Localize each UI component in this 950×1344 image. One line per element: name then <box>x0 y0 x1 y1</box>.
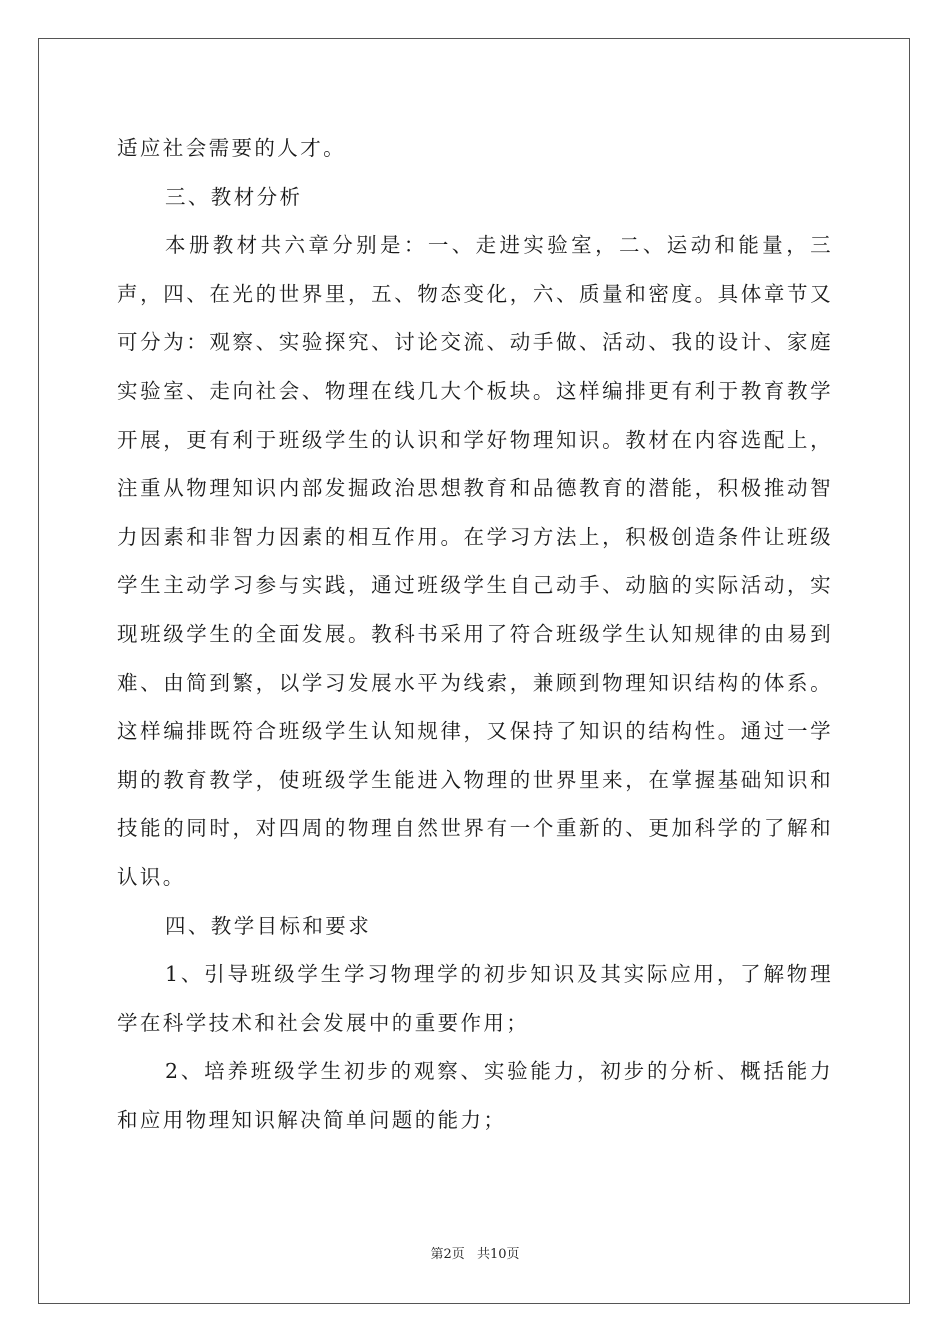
paragraph-textbook-analysis: 本册教材共六章分别是：一、走进实验室，二、运动和能量，三声，四、在光的世界里，五、物态变化，六、质量和密度。具体章节又可分为：观察、实验探究、讨论交流、动手做、活动、我的设计、家庭实验室、走向社会、物理在线几大个板块。这样编排更有利于教育教学开展，更有利于班级学生的认识和学好物理知识。教材在内容选配上，注重从物理知识内部发掘政治思想教育和品德教育的潜能，积极推动智力因素和非智力因素的相互作用。在学习方法上，积极创造条件让班级学生主动学习参与实践，通过班级学生自己动手、动脑的实际活动，实现班级学生的全面发展。教科书采用了符合班级学生认知规律的由易到难、由简到繁，以学习发展水平为线索，兼顾到物理知识结构的体系。这样编排既符合班级学生认知规律，又保持了知识的结构性。通过一学期的教育教学，使班级学生能进入物理的世界里来，在掌握基础知识和技能的同时，对四周的物理自然世界有一个重新的、更加科学的了解和认识。 <box>117 233 833 889</box>
paragraph-intro-end: 适应社会需要的人才。 <box>117 136 346 160</box>
section-heading-textbook-analysis: 三、教材分析 <box>165 184 303 209</box>
page-number: 第2页 <box>430 1247 465 1262</box>
page-footer <box>0 1246 950 1264</box>
section-heading-goals: 四、教学目标和要求 <box>165 913 372 938</box>
goal-item-2: 2、培养班级学生初步的观察、实验能力，初步的分析、概括能力和应用物理知识解决简单问题的能力； <box>117 1059 833 1132</box>
document-body <box>117 124 833 1144</box>
goal-item-1: 1、引导班级学生学习物理学的初步知识及其实际应用，了解物理学在科学技术和社会发展中的重要作用； <box>117 962 833 1035</box>
page-total: 共10页 <box>476 1247 520 1262</box>
